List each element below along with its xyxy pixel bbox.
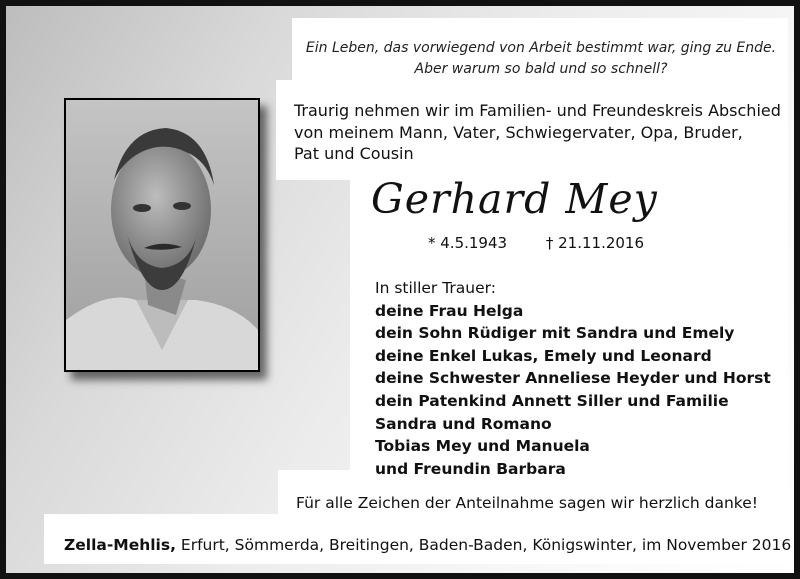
mourners-list (375, 277, 771, 480)
place-rest: Erfurt, Sömmerda, Breitingen, Baden-Baden, Königswinter, im November 2016 (175, 536, 792, 554)
portrait-illustration (66, 100, 258, 370)
intro-line: Traurig nehmen wir im Familien- und Freundeskreis Abschied (294, 101, 781, 120)
place-bold: Zella-Mehlis, (64, 536, 176, 554)
mourner-line: deine Enkel Lukas, Emely und Leonard (375, 346, 712, 365)
deceased-name: Gerhard Mey (371, 175, 658, 223)
thanks-text: Für alle Zeichen der Anteilnahme sagen wir herzlich danke! (296, 494, 758, 512)
birth-date: * 4.5.1943 (428, 234, 508, 252)
portrait-photo (64, 98, 260, 372)
verse (298, 38, 784, 80)
mourner-line: und Freundin Barbara (375, 459, 566, 478)
mourner-line: deine Schwester Anneliese Heyder und Horst (375, 369, 771, 388)
mourner-line: Sandra und Romano (375, 414, 552, 433)
verse-line: Ein Leben, das vorwiegend von Arbeit bestimmt war, ging zu Ende. (305, 40, 777, 56)
mourner-line: dein Patenkind Annett Siller und Familie (375, 391, 729, 410)
life-dates (428, 234, 678, 252)
mourner-line: deine Frau Helga (375, 301, 524, 320)
intro-line: von meinem Mann, Vater, Schwiegervater, Opa, Bruder, (294, 122, 743, 142)
mourner-line: Tobias Mey und Manuela (375, 437, 590, 456)
place-line (64, 536, 791, 554)
verse-line: Aber warum so bald und so schnell? (414, 61, 668, 77)
mourning-heading: In stiller Trauer: (375, 279, 496, 297)
mourner-line: dein Sohn Rüdiger mit Sandra und Emely (375, 324, 735, 343)
intro-text (294, 100, 781, 165)
intro-line: Pat und Cousin (294, 144, 414, 163)
death-date: † 21.11.2016 (545, 234, 645, 252)
